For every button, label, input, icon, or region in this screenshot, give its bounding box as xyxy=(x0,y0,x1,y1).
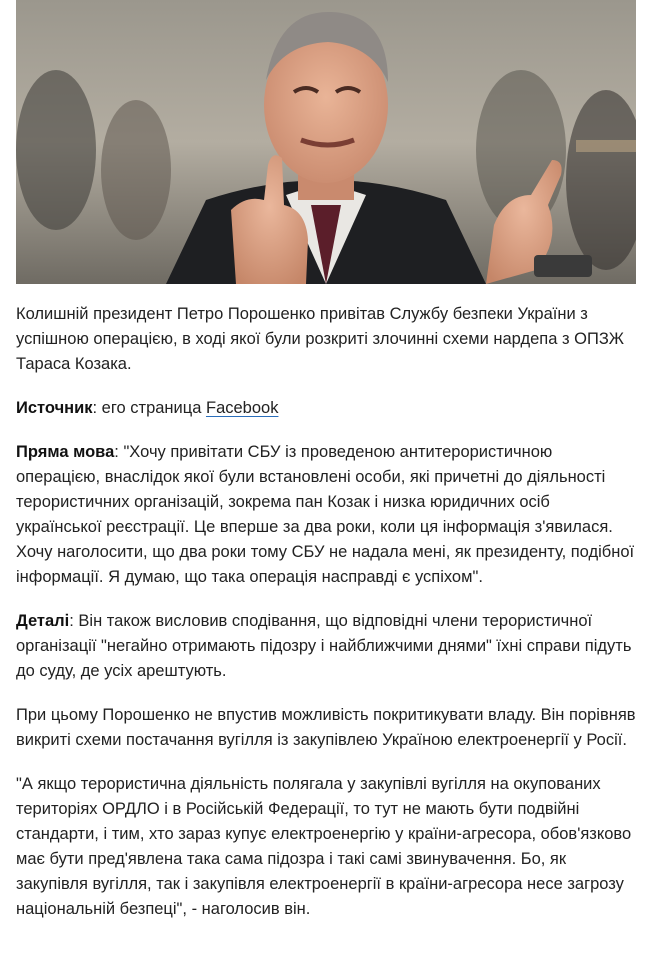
criticism-text: При цьому Порошенко не впустив можливість покритикувати владу. Він порівняв викриті схеми постачання вугілля із закупівлею Україною електроенергії у Росії. xyxy=(16,706,636,749)
source-paragraph xyxy=(16,396,636,421)
closing-quote-paragraph xyxy=(16,772,636,922)
quote-text: : "Хочу привітати СБУ із проведеною антитерористичною операцією, внаслідок якої були встановлені особи, які причетні до діяльності терористичних організацій, зокрема пан Козак і низка юридичних осіб української реєстрації. Це вперше за два роки, коли ця інформація з'явилася. Хочу наголосити, що два роки тому СБУ не надала мені, як президенту, подібної інформації. Я думаю, що така операція насправді є успіхом". xyxy=(16,443,635,586)
details-text: : Він також висловив сподівання, що відповідні члени терористичної організації "негайно отримають підозру і найближчими днями" їхні справи підуть до суду, де усіх арештують. xyxy=(16,612,632,680)
criticism-paragraph xyxy=(16,703,636,753)
quote-label: Пряма мова xyxy=(16,443,115,461)
portrait-thumbs-up-photo-icon xyxy=(16,0,636,284)
intro-text: Колишній президент Петро Порошенко привітав Службу безпеки України з успішною операцією, в ході якої були розкриті злочинні схеми нардепа з ОПЗЖ Тараса Козака. xyxy=(16,305,625,373)
quote-paragraph xyxy=(16,440,636,590)
article-photo xyxy=(16,0,636,284)
details-label: Деталі xyxy=(16,612,70,630)
source-text: : его страница xyxy=(92,399,206,417)
facebook-link[interactable]: Facebook xyxy=(205,399,279,417)
details-paragraph xyxy=(16,609,636,684)
intro-paragraph xyxy=(16,302,636,377)
article-body xyxy=(16,302,636,941)
closing-quote-text: "А якщо терористична діяльність полягала у закупівлі вугілля на окупованих територіях ОРДЛО і в Російській Федерації, то тут не мають бути подвійні стандарти, і тим, хто зараз купує електроенергію у країни-агресора, обов'язково має бути пред'явлена така сама підозра і такі самі звинувачення. Бо, як закупівля вугілля, так і закупівля електроенергії в країни-агресора несе загрозу національній безпеці", - наголосив він. xyxy=(16,775,632,918)
source-label: Источник xyxy=(16,399,93,417)
